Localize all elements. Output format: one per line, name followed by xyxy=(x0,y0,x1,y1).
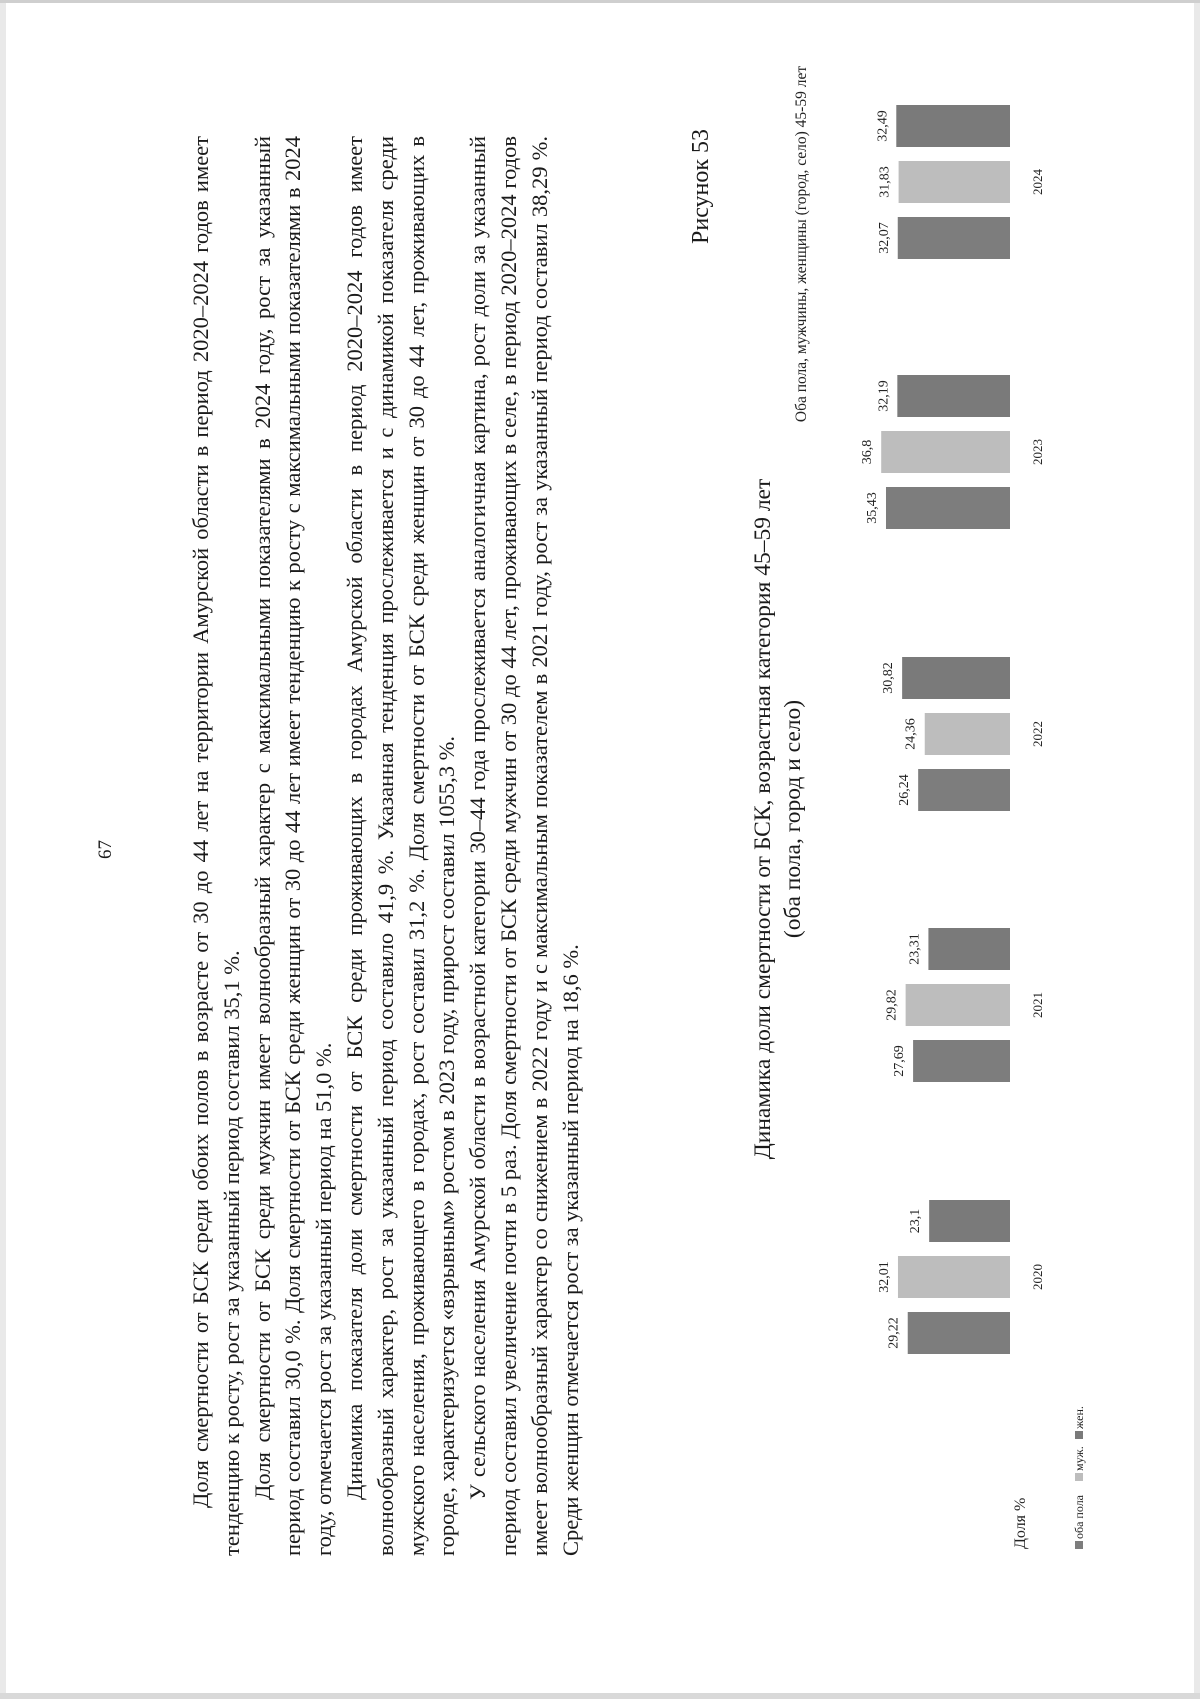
bar-2023-1 xyxy=(886,487,1010,529)
data-label-2024-3: 32,49 xyxy=(875,110,891,142)
legend-swatch-3 xyxy=(1075,1431,1083,1439)
chart-subtitle: Оба пола, мужчины, женщины (город, село) 45-59 лет xyxy=(793,65,810,423)
bar-2022-1 xyxy=(918,769,1010,811)
chart-title-line-2: (оба пола, город и село) xyxy=(780,699,806,939)
bar-2022-3 xyxy=(902,657,1010,699)
legend-swatch-2 xyxy=(1075,1473,1083,1481)
data-label-2023-2: 36,8 xyxy=(860,439,876,465)
bar-2024-1 xyxy=(898,217,1010,259)
legend-label-1: оба пола xyxy=(1072,1494,1086,1539)
chart-title-line-1: Динамика доли смертности от БСК, возрастная категория 45–59 лет xyxy=(750,478,776,1160)
legend-label-2: муж. xyxy=(1072,1446,1086,1471)
data-label-2021-1: 27,69 xyxy=(892,1045,908,1077)
category-label-2021: 2021 xyxy=(1030,992,1045,1018)
page-number: 67 xyxy=(95,840,116,859)
bar-2021-2 xyxy=(906,984,1010,1026)
data-label-2020-3: 23,1 xyxy=(908,1208,924,1234)
y-axis-label: Доля % xyxy=(1012,1497,1029,1549)
data-label-2022-3: 30,82 xyxy=(881,662,897,694)
figure-label: Рисунок 53 xyxy=(688,128,714,244)
bar-2021-1 xyxy=(913,1040,1010,1082)
data-label-2022-1: 26,24 xyxy=(897,774,913,806)
data-label-2021-3: 23,31 xyxy=(907,933,923,965)
bar-2023-2 xyxy=(881,431,1010,473)
data-label-2024-2: 31,83 xyxy=(877,166,893,198)
category-label-2024: 2024 xyxy=(1030,169,1045,195)
bar-2021-3 xyxy=(928,928,1010,970)
legend-swatch-1 xyxy=(1075,1541,1083,1549)
bar-2022-2 xyxy=(925,713,1010,755)
bar-2020-3 xyxy=(929,1200,1010,1242)
legend-label-3: жен. xyxy=(1072,1406,1086,1429)
paragraph-1: Доля смертности от БСК среди обоих полов в возрасте от 30 до 44 лет на территории Амурской области в период 2020–2024 годов имеет тенденцию к росту, рост за указанный период составил 35,1 %. xyxy=(188,136,244,1556)
bar-2024-3 xyxy=(896,105,1010,147)
data-label-2020-1: 29,22 xyxy=(886,1317,902,1349)
data-label-2023-1: 35,43 xyxy=(864,492,880,524)
bar-2020-1 xyxy=(908,1312,1010,1354)
paragraph-4: У сельского населения Амурской области в возрастной категории 30–44 года прослеживается аналогичная картина, рост доли за указанный период составил увеличение почти в 5 раз. Доля смертности от БСК среди мужчин от 30 до 44 лет, проживающих в селе, в период 2020–2024 годов имеет волнообразный характер со снижением в 2022 году и с максимальным показателем в 2021 году, рост за указанный период составил 38,29 %. Среди женщин отмечается рост за указанный период на 18,6 %. xyxy=(465,136,583,1556)
bar-2020-2 xyxy=(898,1256,1010,1298)
category-label-2022: 2022 xyxy=(1030,721,1045,747)
bar-2023-3 xyxy=(897,375,1010,417)
category-label-2023: 2023 xyxy=(1030,439,1045,465)
data-label-2020-2: 32,01 xyxy=(876,1261,892,1293)
paragraph-3: Динамика показателя доли смертности от БСК среди проживающих в городах Амурской области в период 2020–2024 годов имеет волнообразный характер, рост за указанный период составило 41,9 %. Указанная тенденция прослеживается и с динамикой показателя среди мужского населения, проживающего в городах, рост составил 31,2 %. Доля смертности от БСК среди женщин от 30 до 44 лет, проживающих в городе, характеризуется «взрывным» ростом в 2023 году, прирост составил 1055,3 %. xyxy=(341,136,460,1556)
bar-2024-2 xyxy=(899,161,1010,203)
paragraph-2: Доля смертности от БСК среди мужчин имеет волнообразный характер с максимальными показателями в 2024 году, рост за указанный период составил 30,0 %. Доля смертности от БСК среди женщин от 30 до 44 лет имеет тенденцию к росту с максимальными показателями в 2024 году, отмечается рост за указанный период на 51,0 %. xyxy=(249,136,337,1556)
data-label-2022-2: 24,36 xyxy=(903,718,919,750)
category-label-2020: 2020 xyxy=(1030,1264,1045,1290)
data-label-2024-1: 32,07 xyxy=(876,222,892,254)
data-label-2021-2: 29,82 xyxy=(884,989,900,1021)
data-label-2023-3: 32,19 xyxy=(876,380,892,412)
